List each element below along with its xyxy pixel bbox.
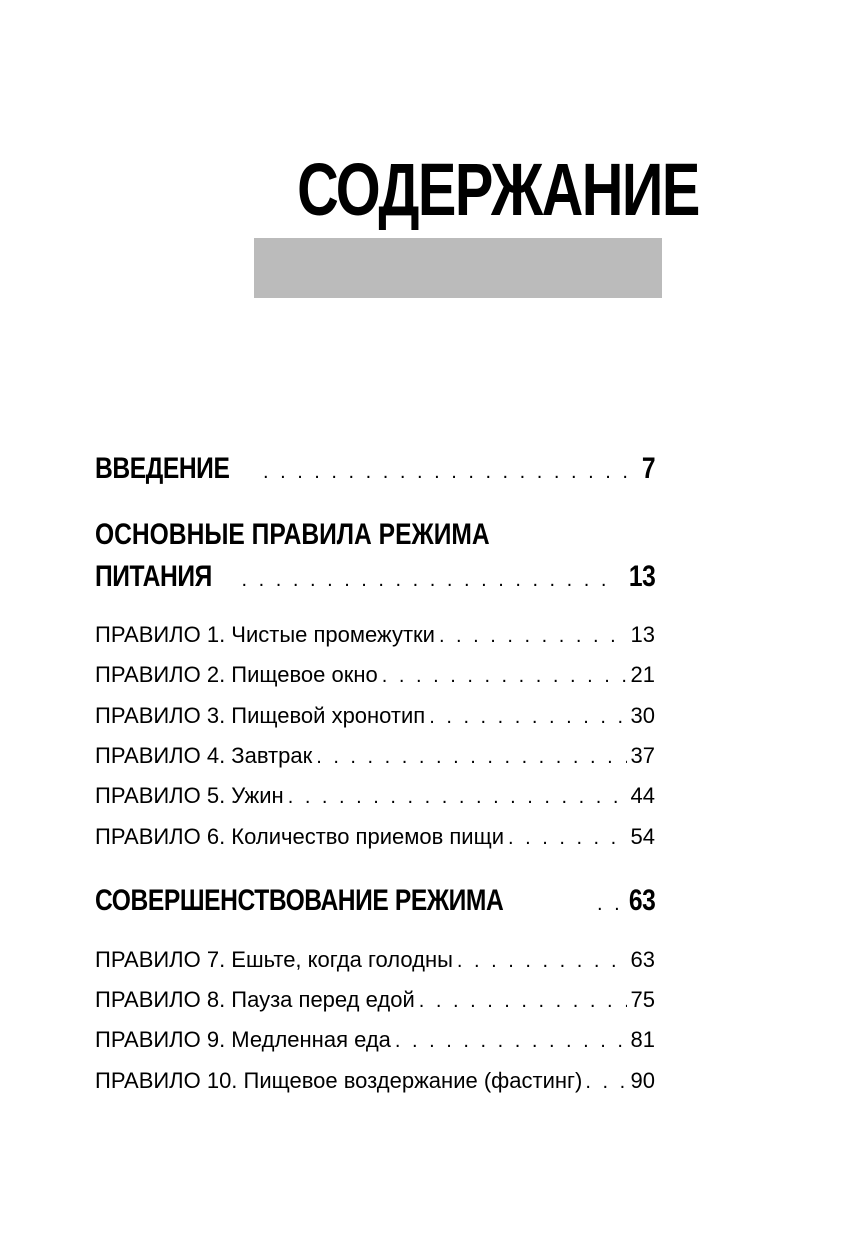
toc-rule-item[interactable] [95,703,655,729]
toc-rule-label: ПРАВИЛО 5. Ужин [95,783,284,808]
toc-page-number: 90 [630,1068,655,1093]
toc-section-introduction[interactable] [95,452,655,486]
toc-rule-label: ПРАВИЛО 9. Медленная еда [95,1027,391,1052]
toc-rule-label: ПРАВИЛО 10. Пищевое воздержание (фастинг) [95,1068,583,1093]
toc-leader-dots [457,950,627,973]
toc-leader-dots [382,665,627,688]
toc-page-number: 13 [630,622,655,647]
toc-section-label: ПИТАНИЯ [95,560,212,593]
toc-page-number: 37 [630,743,655,768]
toc-page-number: 7 [641,452,655,485]
toc-leader-dots [316,746,626,769]
page-title: СОДЕРЖАНИЕ [297,148,699,231]
toc-section-label: ВВЕДЕНИЕ [95,452,230,485]
toc-leader-dots [419,990,627,1013]
toc-leader-dots [597,893,619,916]
toc-leader-dots [585,1071,627,1094]
toc-leader-dots [508,827,627,850]
toc-rule-item[interactable] [95,622,655,648]
toc-page-number: 30 [630,703,655,728]
toc-section-improvement[interactable] [95,884,655,918]
toc-page-number: 54 [630,824,655,849]
toc-rule-label: ПРАВИЛО 1. Чистые промежутки [95,622,435,647]
toc-rule-label: ПРАВИЛО 3. Пищевой хронотип [95,703,426,728]
toc-rule-item[interactable] [95,662,655,688]
toc-leader-dots [242,569,619,592]
toc-page-number: 44 [630,783,655,808]
toc-page-number: 75 [630,987,655,1012]
toc-rule-label: ПРАВИЛО 8. Пауза перед едой [95,987,415,1012]
toc-section-label: СОВЕРШЕНСТВОВАНИЕ РЕЖИМА [95,884,504,917]
toc-rule-item[interactable] [95,1068,655,1094]
toc-rule-item[interactable] [95,1027,655,1053]
toc-page-number: 81 [630,1027,655,1052]
toc-rule-item[interactable] [95,987,655,1013]
toc-page-number: 21 [630,662,655,687]
toc-page-number: 63 [630,947,655,972]
toc-rule-label: ПРАВИЛО 4. Завтрак [95,743,313,768]
toc-rule-label: ПРАВИЛО 7. Ешьте, когда голодны [95,947,453,972]
toc-rule-item[interactable] [95,783,655,809]
toc-rule-item[interactable] [95,947,655,973]
toc-rule-item[interactable] [95,743,655,769]
title-underline-bar [254,238,662,298]
toc-section-basic-rules[interactable] [95,560,655,594]
toc-leader-dots [395,1030,627,1053]
toc-rule-item[interactable] [95,824,655,850]
toc-rule-label: ПРАВИЛО 2. Пищевое окно [95,662,378,687]
toc-page-number: 13 [628,560,655,593]
toc-leader-dots [439,625,627,648]
toc-page-number: 63 [628,884,655,917]
toc-rule-label: ПРАВИЛО 6. Количество приемов пищи [95,824,504,849]
toc-leader-dots [263,461,635,484]
toc-leader-dots [288,786,627,809]
toc-leader-dots [429,706,626,729]
toc-section-label-line1: ОСНОВНЫЕ ПРАВИЛА РЕЖИМА [95,518,490,551]
